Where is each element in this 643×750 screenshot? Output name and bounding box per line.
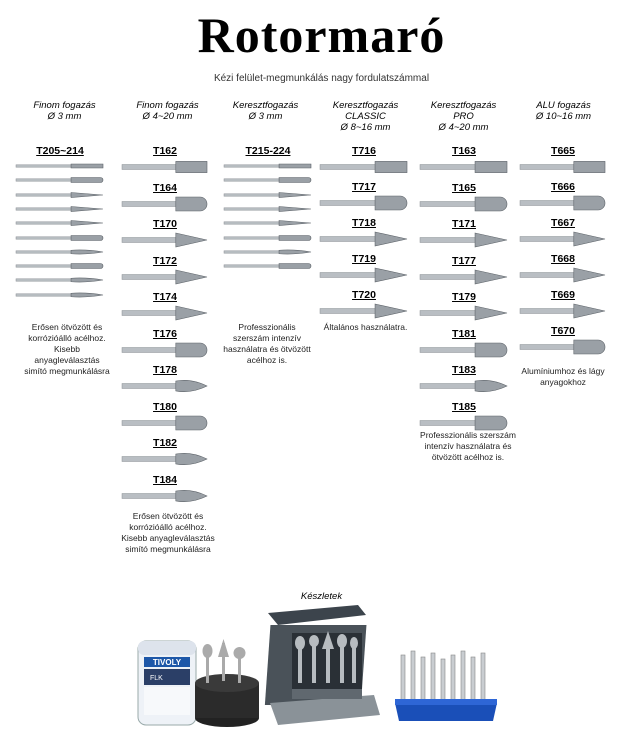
tool-image	[222, 205, 314, 213]
tool-image	[14, 291, 106, 299]
tool-item	[318, 289, 410, 319]
tool-image	[418, 305, 510, 321]
tool-code: T180	[153, 400, 177, 413]
page-subtitle: Kézi felület-megmunkálás nagy fordulatszámmal	[213, 73, 430, 84]
tool-item	[418, 364, 510, 394]
column-4-note: Általános használatra.	[323, 322, 408, 332]
tool-image	[418, 342, 510, 358]
tool-code: T177	[452, 254, 476, 267]
tool-image	[318, 231, 410, 247]
column-2	[115, 100, 220, 134]
tool-image	[120, 196, 210, 212]
page-title: Rotormaró	[197, 7, 446, 63]
column-3-note: Professzionális szerszám intenzív használatra és ötvözött acélhoz is.	[223, 322, 311, 365]
tool-code: T717	[352, 181, 376, 193]
tool-code: T164	[153, 181, 177, 194]
tool-image	[14, 262, 106, 270]
rack-set-image	[393, 645, 499, 725]
tool-code: T185	[452, 400, 476, 413]
tool-code: T719	[352, 253, 376, 265]
tool-image	[222, 234, 314, 242]
column-5	[411, 100, 516, 134]
tool-item	[518, 145, 608, 175]
tool-image	[14, 248, 106, 256]
tool-code: T205~214	[36, 145, 84, 157]
column-header: Keresztfogazás PRO Ø 4~20 mm	[430, 100, 497, 133]
tool-image	[418, 232, 510, 248]
tool-image	[120, 342, 210, 358]
column-1	[12, 100, 117, 134]
tool-image	[418, 159, 510, 175]
tool-code: T182	[153, 437, 177, 449]
tool-code: T720	[352, 289, 376, 301]
tool-image	[14, 191, 106, 199]
tool-image	[14, 276, 106, 284]
tool-code: T172	[153, 254, 177, 267]
tool-item	[518, 217, 608, 247]
tool-image	[518, 303, 608, 319]
tool-code: T667	[551, 217, 575, 229]
tool-image	[518, 231, 608, 247]
tool-item	[418, 182, 510, 212]
tool-code: T179	[452, 291, 476, 303]
tool-item	[120, 328, 210, 358]
tool-item	[418, 218, 510, 248]
tool-code: T170	[153, 218, 177, 230]
tool-item	[318, 253, 410, 283]
tool-item	[518, 289, 608, 319]
tool-item	[120, 474, 210, 504]
tool-item	[120, 255, 210, 285]
tool-code: T718	[352, 217, 376, 229]
tool-code: T181	[452, 327, 476, 340]
tool-image	[120, 232, 210, 248]
tool-item	[518, 253, 608, 283]
tool-code: T184	[153, 473, 177, 486]
tool-image	[518, 195, 608, 211]
tool-image	[222, 176, 314, 184]
tool-code: T666	[551, 181, 575, 193]
column-1-note: Erősen ötvözött és korrózióálló acélhoz. Kisebb anyagleválasztás simító megmunkálásra	[24, 322, 110, 376]
tool-image	[14, 234, 106, 242]
tool-image	[222, 248, 314, 256]
column-header: Keresztfogazás CLASSIC Ø 8~16 mm	[332, 100, 399, 133]
tool-image	[518, 339, 608, 355]
tool-item	[518, 181, 608, 211]
tool-code: T668	[551, 253, 575, 265]
tool-code: T665	[551, 145, 575, 157]
tool-item	[418, 255, 510, 285]
tool-item	[120, 401, 210, 431]
column-6	[511, 100, 616, 134]
tool-item	[518, 325, 608, 355]
tool-item	[318, 181, 410, 211]
product-box-image	[132, 635, 262, 730]
tool-image	[318, 303, 410, 319]
tool-image	[120, 159, 210, 175]
tool-image	[120, 305, 210, 321]
tool-image	[518, 267, 608, 283]
sets-label: Készletek	[300, 591, 343, 602]
tool-item	[418, 328, 510, 358]
tool-image	[120, 488, 210, 504]
tool-image	[120, 451, 210, 467]
tool-image	[120, 269, 210, 285]
tool-item	[120, 364, 210, 394]
tool-code: T162	[153, 145, 177, 157]
tool-image	[14, 176, 106, 184]
tool-code: T176	[153, 327, 177, 340]
tool-image	[318, 159, 410, 175]
column-4	[313, 100, 418, 134]
tool-image	[518, 159, 608, 175]
tool-image	[120, 415, 210, 431]
tool-item	[318, 145, 410, 175]
column-2-note: Erősen ötvözött és korrózióálló acélhoz. Kisebb anyagleválasztás simító megmunkálásra	[121, 511, 215, 554]
tool-image	[222, 162, 314, 170]
tool-item	[318, 217, 410, 247]
tool-image	[14, 162, 106, 170]
case-set-image	[262, 603, 386, 729]
tool-code: T716	[352, 145, 376, 157]
box-sub-text: FLK	[150, 675, 163, 682]
tool-code: T670	[551, 325, 575, 337]
column-3	[213, 100, 318, 134]
tool-image	[418, 269, 510, 285]
tool-image	[222, 191, 314, 199]
tool-code: T165	[452, 181, 476, 194]
tool-item	[120, 145, 210, 175]
tool-image	[222, 262, 314, 270]
column-header: Finom fogazás Ø 3 mm	[33, 100, 96, 122]
column-6-note: Alumíniumhoz és lágy anyagokhoz	[521, 366, 605, 387]
tool-code: T163	[452, 145, 476, 157]
tool-image	[14, 219, 106, 227]
tool-image	[318, 195, 410, 211]
tool-item	[418, 401, 510, 431]
tool-image	[418, 415, 510, 431]
box-brand-text: TIVOLY	[152, 658, 182, 667]
tool-item	[418, 145, 510, 175]
tool-image	[418, 378, 510, 394]
column-header: ALU fogazás Ø 10~16 mm	[535, 100, 592, 122]
tool-image	[120, 378, 210, 394]
tool-image	[222, 219, 314, 227]
tool-code: T215-224	[245, 145, 291, 157]
tool-image	[318, 267, 410, 283]
tool-item	[120, 182, 210, 212]
tool-code: T174	[153, 291, 177, 303]
tool-code: T171	[452, 218, 476, 230]
tool-item	[120, 218, 210, 248]
tool-item	[120, 291, 210, 321]
column-5-note: Professzionális szerszám intenzív használatra és ötvözött acélhoz is.	[420, 430, 516, 462]
column-header: Finom fogazás Ø 4~20 mm	[136, 100, 199, 122]
tool-item	[418, 291, 510, 321]
tool-image	[14, 205, 106, 213]
column-header: Keresztfogazás Ø 3 mm	[232, 100, 299, 122]
tool-item	[120, 437, 210, 467]
tool-code: T183	[452, 364, 476, 376]
tool-image	[418, 196, 510, 212]
tool-code: T669	[551, 289, 575, 301]
tool-code: T178	[153, 364, 177, 376]
